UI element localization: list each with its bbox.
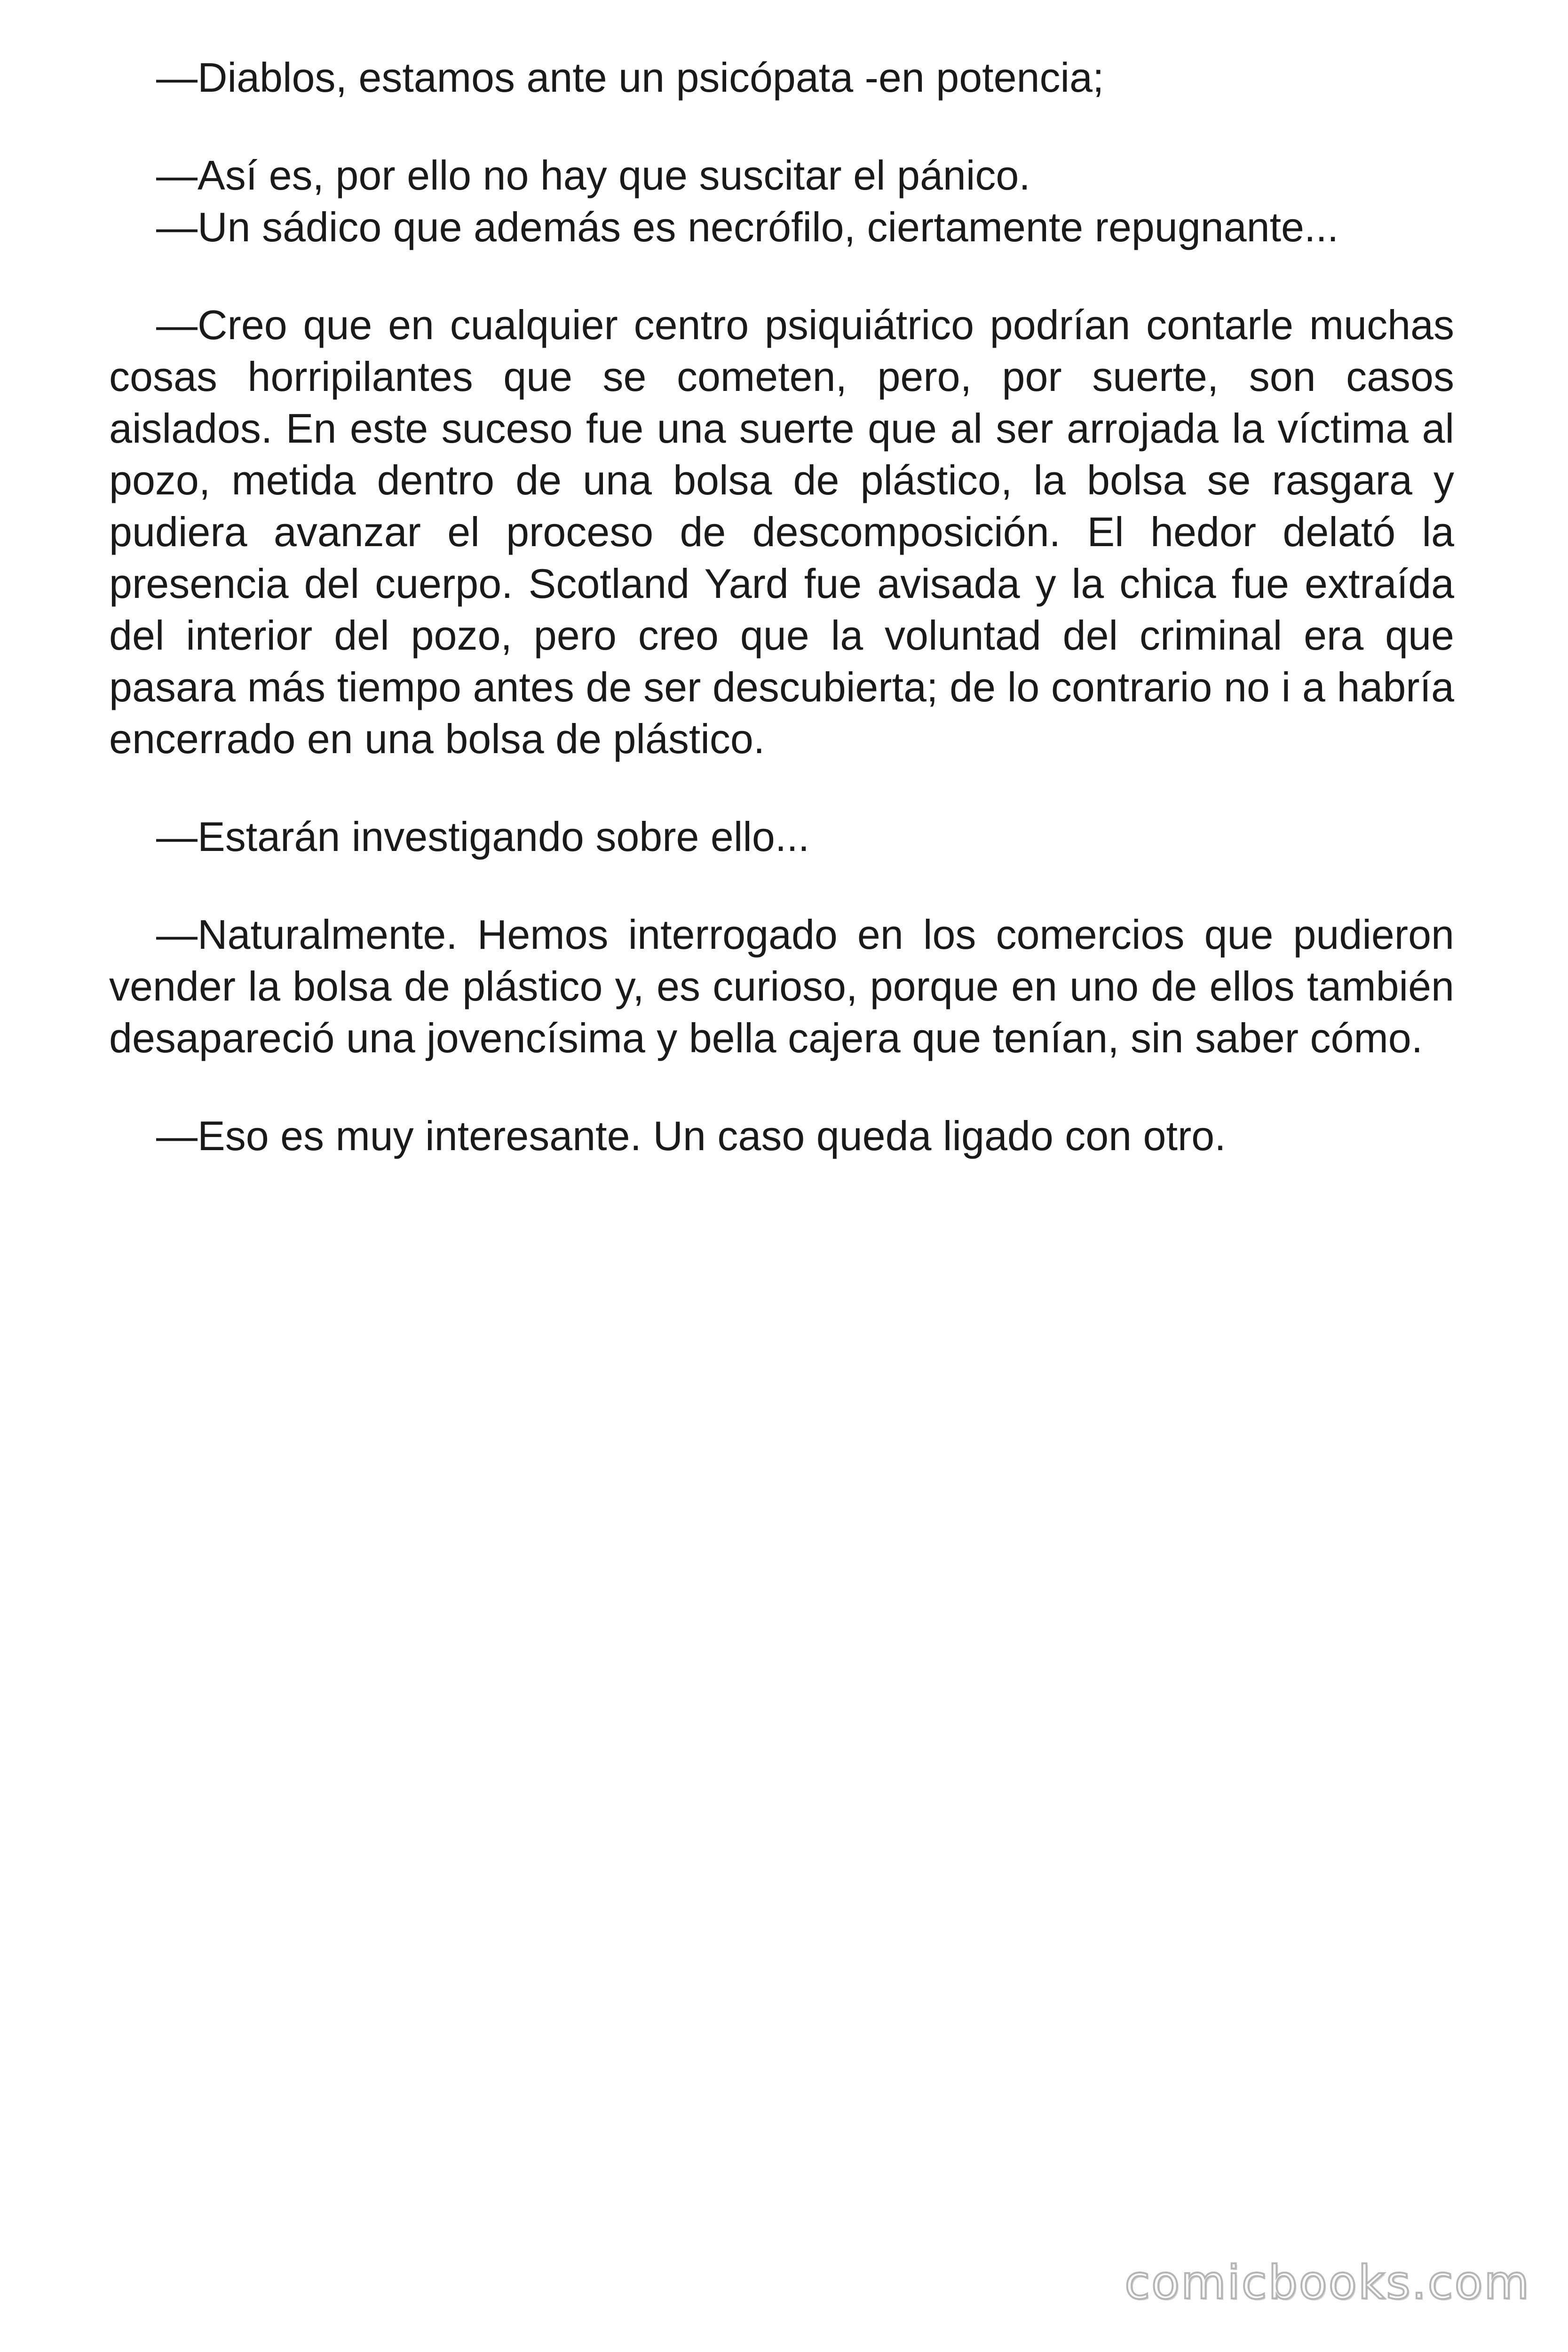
paragraph-estaran: —Estarán investigando sobre ello... — [156, 813, 810, 860]
body-text — [109, 52, 1454, 1208]
paragraph-sadico: —Un sádico que además es necrófilo, ciertamente repugnante... — [156, 204, 1339, 250]
paragraph-diablos: —Diablos, estamos ante un psicópata -en potencia; — [156, 54, 1104, 101]
paragraph-creo: —Creo que en cualquier centro psiquiátrico podrían contarle muchas cosas horripilantes que se cometen, pero, por suerte, son casos aislados. En este suceso fue una suerte que al ser arrojada la víctima al pozo, metida dentro de una bolsa de plástico, la bolsa se rasgara y pudiera avanzar el proceso de descomposición. El hedor delató la presencia del cuerpo. Scotland Yard fue avisada y la chica fue extraída del interior del pozo, pero creo que la voluntad del criminal era que pasara más tiempo antes de ser descubierta; de lo contrario no i a habría encerrado en una bolsa de plástico. — [109, 302, 1454, 762]
paragraph-naturalmente: —Naturalmente. Hemos interrogado en los comercios que pudieron vender la bolsa de plástico y, es curioso, porque en uno de ellos también desapareció una jovencísima y bella cajera que tenían, sin saber cómo. — [109, 911, 1454, 1061]
watermark-text: comicbooks.com — [1125, 2256, 1530, 2310]
paragraph-eso-es: —Eso es muy interesante. Un caso queda ligado con otro. — [156, 1112, 1226, 1159]
paragraph-asi-es: —Así es, por ello no hay que suscitar el pánico. — [156, 152, 1030, 199]
